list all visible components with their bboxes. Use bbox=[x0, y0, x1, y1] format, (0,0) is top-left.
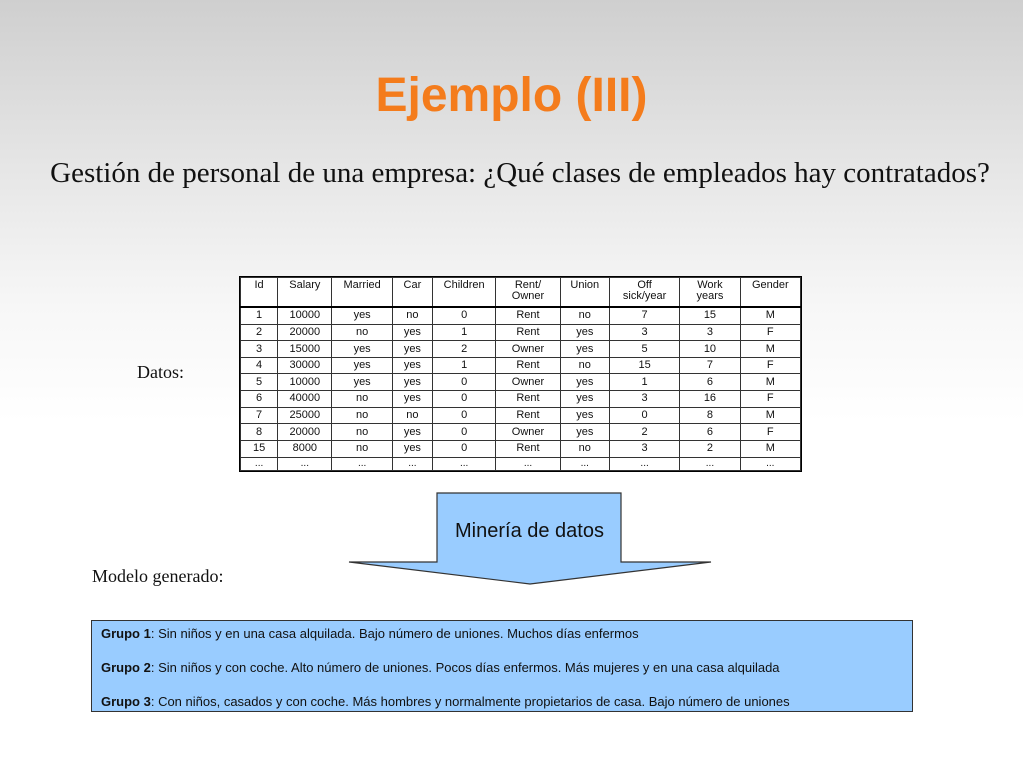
table-cell: Rent bbox=[496, 357, 560, 374]
group-line bbox=[101, 694, 790, 709]
table-cell: Rent bbox=[496, 391, 560, 408]
table-cell: F bbox=[740, 424, 800, 441]
group-description: : Sin niños y en una casa alquilada. Bajo número de uniones. Muchos días enfermos bbox=[150, 626, 639, 641]
column-header: Children bbox=[432, 278, 495, 308]
slide-subtitle: Gestión de personal de una empresa: ¿Qué clases de empleados hay contratados? bbox=[50, 157, 990, 189]
column-header: Car bbox=[392, 278, 432, 308]
table-row bbox=[241, 424, 801, 441]
table-cell: Owner bbox=[496, 341, 560, 358]
model-box bbox=[91, 620, 913, 712]
table-cell: 2 bbox=[609, 424, 679, 441]
table-cell: 2 bbox=[432, 341, 495, 358]
table-cell: ... bbox=[560, 457, 609, 471]
table-cell: 7 bbox=[241, 407, 278, 424]
table-cell: yes bbox=[560, 407, 609, 424]
table-cell: yes bbox=[332, 307, 392, 324]
table-cell: 6 bbox=[241, 391, 278, 408]
table-cell: Owner bbox=[496, 374, 560, 391]
table-cell: 20000 bbox=[278, 324, 332, 341]
table-row bbox=[241, 341, 801, 358]
column-header: Work years bbox=[680, 278, 740, 308]
table-cell: 0 bbox=[432, 307, 495, 324]
table-cell: 15 bbox=[680, 307, 740, 324]
table-cell: 15 bbox=[609, 357, 679, 374]
table-cell: 0 bbox=[432, 374, 495, 391]
table-cell: 0 bbox=[432, 391, 495, 408]
table-cell: 40000 bbox=[278, 391, 332, 408]
table-cell: 0 bbox=[432, 407, 495, 424]
table-cell: 0 bbox=[432, 424, 495, 441]
column-header: Off sick/year bbox=[609, 278, 679, 308]
table-cell: ... bbox=[392, 457, 432, 471]
table-cell: ... bbox=[332, 457, 392, 471]
table-cell: Rent bbox=[496, 324, 560, 341]
table-cell: F bbox=[740, 391, 800, 408]
slide-title: Ejemplo (III) bbox=[375, 69, 648, 122]
table-cell: yes bbox=[560, 424, 609, 441]
table-cell: 0 bbox=[432, 440, 495, 457]
table-cell: yes bbox=[332, 357, 392, 374]
table-cell: no bbox=[332, 407, 392, 424]
group-name: Grupo 1 bbox=[101, 626, 151, 641]
table-cell: 1 bbox=[432, 357, 495, 374]
table-cell: ... bbox=[740, 457, 800, 471]
column-header: Rent/ Owner bbox=[496, 278, 560, 308]
table-cell: 4 bbox=[241, 357, 278, 374]
table-cell: 30000 bbox=[278, 357, 332, 374]
table-cell: no bbox=[332, 391, 392, 408]
table-cell: 5 bbox=[241, 374, 278, 391]
column-header: Id bbox=[241, 278, 278, 308]
table-cell: yes bbox=[392, 391, 432, 408]
datos-label: Datos: bbox=[137, 362, 184, 382]
table-header-row bbox=[241, 278, 801, 308]
table-row bbox=[241, 374, 801, 391]
table-cell: no bbox=[332, 424, 392, 441]
table-cell: 15000 bbox=[278, 341, 332, 358]
table-cell: 1 bbox=[241, 307, 278, 324]
group-name: Grupo 3 bbox=[101, 694, 151, 709]
data-table-frame bbox=[239, 276, 802, 472]
table-cell: no bbox=[392, 407, 432, 424]
table-cell: yes bbox=[392, 341, 432, 358]
table-cell: 3 bbox=[609, 391, 679, 408]
table-cell: 25000 bbox=[278, 407, 332, 424]
table-cell: no bbox=[560, 357, 609, 374]
table-cell: yes bbox=[560, 341, 609, 358]
table-row bbox=[241, 307, 801, 324]
table-cell: ... bbox=[432, 457, 495, 471]
table-cell: no bbox=[392, 307, 432, 324]
table-cell: F bbox=[740, 357, 800, 374]
table-cell: Rent bbox=[496, 440, 560, 457]
table-cell: yes bbox=[560, 391, 609, 408]
table-cell: yes bbox=[332, 374, 392, 391]
table-row bbox=[241, 457, 801, 471]
column-header: Gender bbox=[740, 278, 800, 308]
column-header: Salary bbox=[278, 278, 332, 308]
table-cell: 2 bbox=[241, 324, 278, 341]
table-cell: 8000 bbox=[278, 440, 332, 457]
table-cell: no bbox=[332, 440, 392, 457]
modelo-label: Modelo generado: bbox=[92, 566, 224, 586]
table-cell: 3 bbox=[609, 440, 679, 457]
table-cell: yes bbox=[332, 341, 392, 358]
table-row bbox=[241, 391, 801, 408]
table-cell: 20000 bbox=[278, 424, 332, 441]
group-description: : Con niños, casados y con coche. Más hombres y normalmente propietarios de casa. Bajo número de uniones bbox=[150, 694, 790, 709]
table-cell: 3 bbox=[241, 341, 278, 358]
table-cell: ... bbox=[609, 457, 679, 471]
table-cell: yes bbox=[560, 324, 609, 341]
table-cell: yes bbox=[560, 374, 609, 391]
data-table bbox=[240, 277, 801, 471]
table-cell: yes bbox=[392, 424, 432, 441]
table-cell: 16 bbox=[680, 391, 740, 408]
table-cell: ... bbox=[241, 457, 278, 471]
table-row bbox=[241, 324, 801, 341]
table-cell: 1 bbox=[609, 374, 679, 391]
table-cell: 10000 bbox=[278, 374, 332, 391]
arrow-label: Minería de datos bbox=[455, 520, 604, 542]
table-body bbox=[241, 307, 801, 471]
table-cell: ... bbox=[680, 457, 740, 471]
group-line bbox=[101, 626, 639, 641]
table-cell: 2 bbox=[680, 440, 740, 457]
table-cell: M bbox=[740, 374, 800, 391]
table-cell: no bbox=[560, 307, 609, 324]
column-header: Union bbox=[560, 278, 609, 308]
table-cell: ... bbox=[278, 457, 332, 471]
table-cell: 1 bbox=[432, 324, 495, 341]
table-cell: Rent bbox=[496, 407, 560, 424]
table-cell: 8 bbox=[680, 407, 740, 424]
table-cell: yes bbox=[392, 324, 432, 341]
column-header: Married bbox=[332, 278, 392, 308]
table-row bbox=[241, 407, 801, 424]
table-cell: Owner bbox=[496, 424, 560, 441]
table-cell: M bbox=[740, 440, 800, 457]
table-cell: 10000 bbox=[278, 307, 332, 324]
table-row bbox=[241, 440, 801, 457]
table-cell: 0 bbox=[609, 407, 679, 424]
table-cell: 3 bbox=[609, 324, 679, 341]
group-name: Grupo 2 bbox=[101, 660, 151, 675]
table-cell: 5 bbox=[609, 341, 679, 358]
table-cell: no bbox=[332, 324, 392, 341]
table-cell: M bbox=[740, 307, 800, 324]
table-cell: yes bbox=[392, 357, 432, 374]
table-cell: yes bbox=[392, 374, 432, 391]
table-cell: F bbox=[740, 324, 800, 341]
table-cell: 6 bbox=[680, 424, 740, 441]
table-cell: M bbox=[740, 407, 800, 424]
table-cell: 6 bbox=[680, 374, 740, 391]
table-cell: 10 bbox=[680, 341, 740, 358]
table-cell: ... bbox=[496, 457, 560, 471]
table-cell: no bbox=[560, 440, 609, 457]
group-line bbox=[101, 660, 780, 675]
group-description: : Sin niños y con coche. Alto número de uniones. Pocos días enfermos. Más mujeres y en una casa alquilada bbox=[150, 660, 780, 675]
table-row bbox=[241, 357, 801, 374]
table-cell: yes bbox=[392, 440, 432, 457]
table-cell: M bbox=[740, 341, 800, 358]
table-cell: 3 bbox=[680, 324, 740, 341]
table-cell: Rent bbox=[496, 307, 560, 324]
table-cell: 7 bbox=[609, 307, 679, 324]
table-cell: 8 bbox=[241, 424, 278, 441]
table-cell: 15 bbox=[241, 440, 278, 457]
table-cell: 7 bbox=[680, 357, 740, 374]
